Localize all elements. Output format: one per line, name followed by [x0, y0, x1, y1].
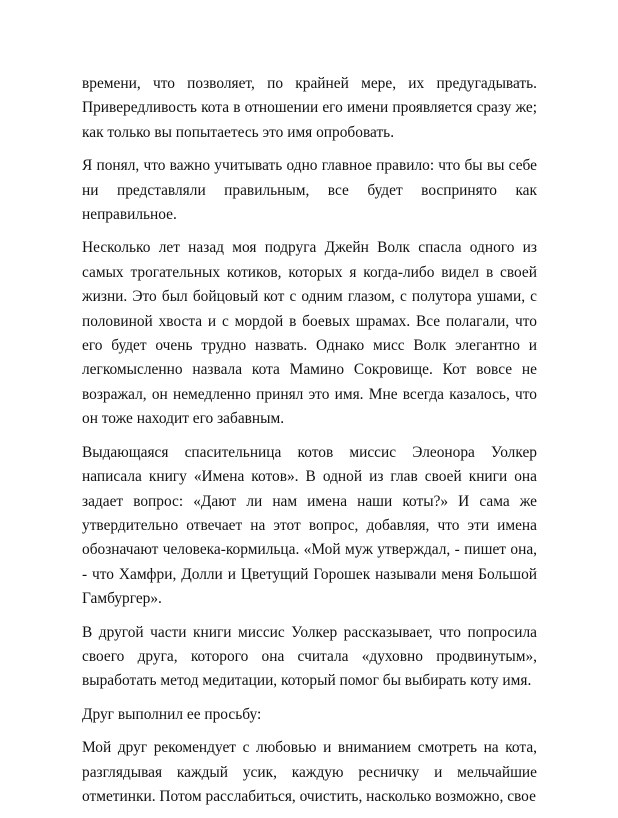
- paragraph-4: Выдающаяся спасительница котов миссис Элеонора Уолкер написала книгу «Имена котов». В одной из глав своей книги она задает вопрос: «Дают ли нам имена наши коты?» И сама же утвердительно отвечает на этот вопрос, добавляя, что эти имена обозначают человека-кормильца. «Мой муж утверждал, - пишет она, - что Хамфри, Долли и Цветущий Горошек называли меня Большой Гамбургер».: [82, 443, 537, 608]
- paragraph-3: Несколько лет назад моя подруга Джейн Волк спасла одного из самых трогательных котиков, которых я когда-либо видел в своей жизни. Это был бойцовый кот с одним глазом, с полутора ушами, с половиной хвоста и с мордой в боевых шрамах. Все полагали, что его будет очень трудно назвать. Однако мисс Волк элегантно и легкомысленно назвала кота Мамино Сокровище. Кот вовсе не возражал, он немедленно принял это имя. Мне всегда казалось, что он тоже находит его забавным.: [82, 239, 537, 428]
- paragraph-7: Мой друг рекомендует с любовью и вниманием смотреть на кота, разглядывая каждый усик, каждую ресничку и мельчайшие отметинки. Потом расслабиться, очистить, насколько возможно, свое: [82, 739, 537, 805]
- paragraph-1: времени, что позволяет, по крайней мере, их предугадывать. Привередливость кота в отношении его имени проявляется сразу же; как только вы попытаетесь это имя опробовать.: [82, 75, 537, 141]
- paragraph-6: Друг выполнил ее просьбу:: [82, 705, 262, 723]
- paragraph-5: В другой части книги миссис Уолкер рассказывает, что попросила своего друга, которого она считала «духовно продвинутым», выработать метод медитации, который помог бы выбирать коту имя.: [82, 623, 537, 690]
- paragraph-2: Я понял, что важно учитывать одно главное правило: что бы вы себе ни представляли правильным, все будет воспринято как неправильное.: [82, 157, 537, 224]
- body-text: [82, 72, 537, 818]
